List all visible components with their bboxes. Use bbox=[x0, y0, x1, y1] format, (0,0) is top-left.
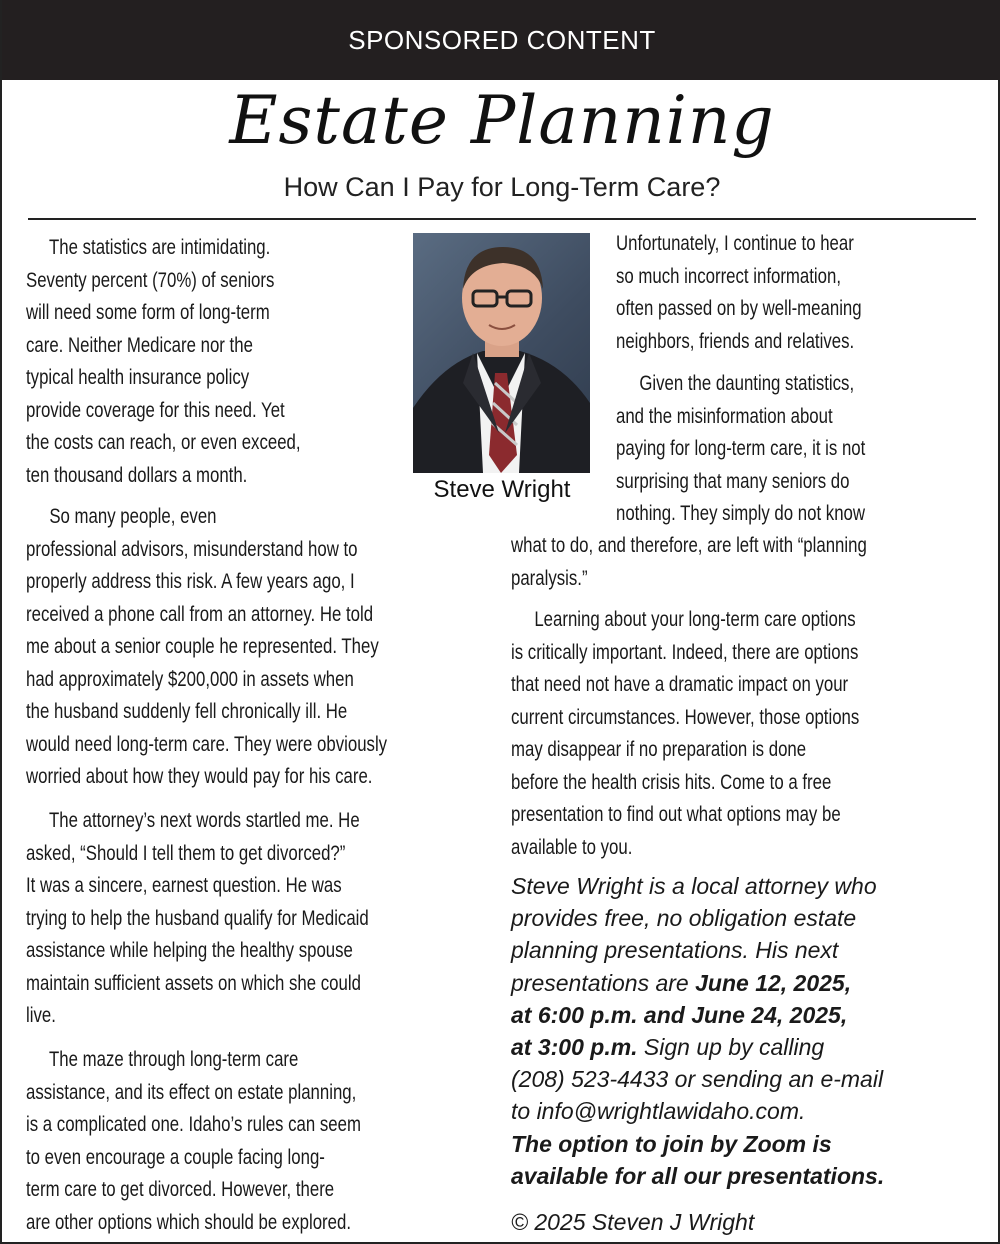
header-divider bbox=[28, 218, 976, 220]
paragraph-1: The statistics are intimidating. Seventy percent (70%) of seniors will need some form of long-term care. Neither Medicare nor the typical health insurance policy provide coverage for this need. Yet the costs can reach, or even exceed, ten thousand dollars a month. bbox=[26, 236, 301, 487]
paragraph-5: Unfortunately, I continue to hear so much incorrect information, often passed on by well-meaning neighbors, friends and relatives. bbox=[616, 232, 862, 353]
bio-signup: Sign up by calling (208) 523-4433 or sending an e-mail to info@wrightlawidaho.com. bbox=[511, 1034, 884, 1125]
paragraph-7: Learning about your long-term care options is critically important. Indeed, there are options that need not have a dramatic impact on your current circumstances. However, those options may disappear if no preparation is done before the health crisis hits. Come to a free presentation to find out what options may be available to you. bbox=[511, 608, 860, 859]
author-photo bbox=[413, 233, 590, 473]
page-title: Estate Planning bbox=[229, 82, 775, 159]
paragraph-3: The attorney’s next words startled me. He asked, “Should I tell them to get divorced?” It was a sincere, earnest question. He was trying to help the husband qualify for Medicaid assistance while helping the healthy spouse maintain sufficient assets on which she could live. bbox=[26, 809, 369, 1027]
paragraph-2: So many people, even professional advisors, misunderstand how to properly address this risk. A few years ago, I received a phone call from an attorney. He told me about a senior couple he represented. They had approximately $200,000 in assets when the husband suddenly fell chronically ill. He would need long-term care. They were obviously worried about how they would pay for his care. bbox=[26, 505, 388, 788]
sponsored-label: SPONSORED CONTENT bbox=[348, 24, 656, 55]
page-subtitle: How Can I Pay for Long-Term Care? bbox=[283, 172, 721, 202]
paragraph-6-continued: what to do, and therefore, are left with “planning paralysis.” bbox=[511, 534, 867, 590]
presentation-dates: June 12, 2025, at 6:00 p.m. and June 24, 2025, at 3:00 p.m. bbox=[511, 969, 852, 1061]
bio-intro: Steve Wright is a local attorney who provides free, no obligation estate planning presentations. His next presentations are bbox=[511, 873, 877, 996]
sponsored-banner bbox=[2, 0, 1000, 80]
zoom-note: The option to join by Zoom is available for all our presentations. bbox=[511, 1130, 885, 1189]
author-bio bbox=[511, 870, 981, 1192]
copyright: © 2025 Steven J Wright bbox=[511, 1209, 755, 1235]
paragraph-4: The maze through long-term care assistance, and its effect on estate planning, is a complicated one. Idaho’s rules can seem to even encourage a couple facing long- term care to get divorced. However, there are other options which should be explored. bbox=[26, 1048, 361, 1234]
paragraph-6: Given the daunting statistics, and the misinformation about paying for long-term care, it is not surprising that many seniors do nothing. They simply do not know bbox=[616, 372, 866, 525]
photo-caption: Steve Wright bbox=[433, 476, 571, 503]
portrait-image bbox=[413, 233, 590, 473]
